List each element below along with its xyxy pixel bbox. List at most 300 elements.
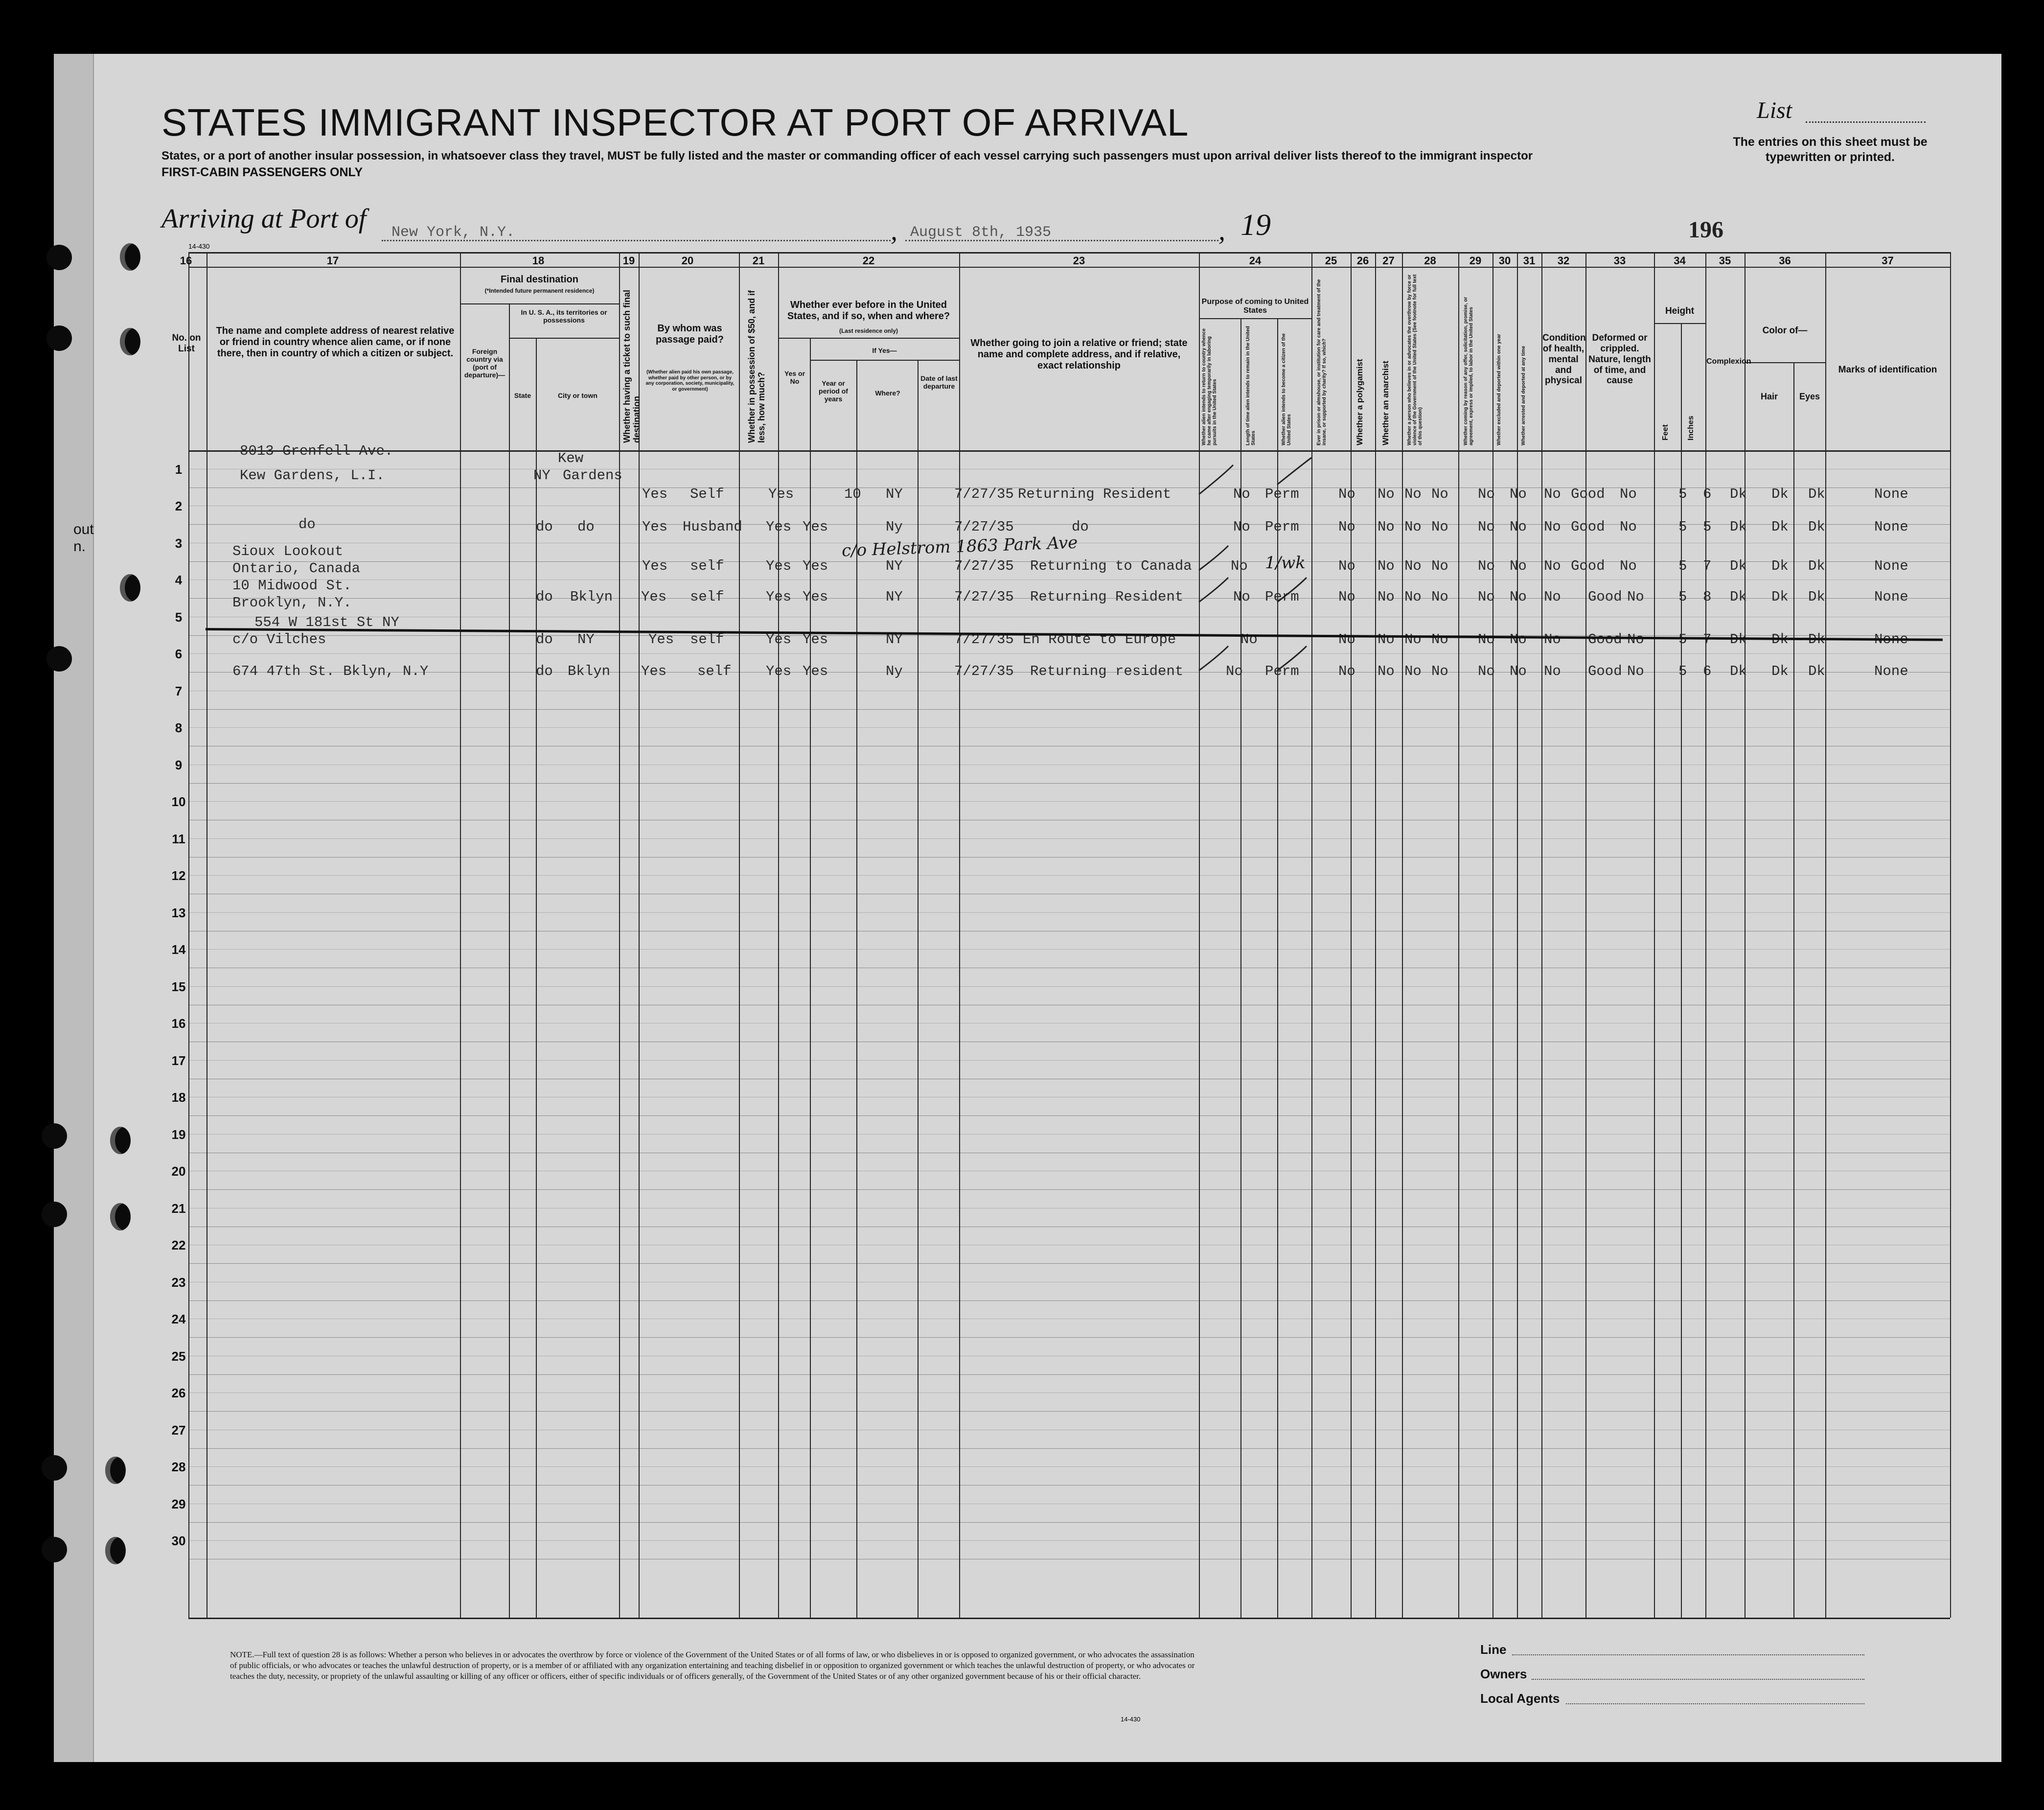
- entry-anarchist: No: [1404, 486, 1422, 502]
- column-number: 28: [1424, 255, 1436, 267]
- header-polygamist: Whether a polygamist: [1355, 359, 1364, 445]
- entry-ever-before: Yes: [803, 519, 828, 535]
- entry-deformed: No: [1620, 486, 1637, 502]
- entry-city: Bklyn: [568, 663, 611, 679]
- header-citizen-intent: Whether alien intends to become a citizen of the United States: [1281, 333, 1292, 445]
- binder-hole: [42, 1537, 67, 1562]
- header-complexion: Complexion: [1706, 357, 1751, 366]
- check-mark: [1199, 646, 1228, 671]
- column-number: 21: [752, 255, 765, 267]
- entry-q29: No: [1478, 519, 1495, 535]
- entry-city: do: [577, 519, 595, 535]
- column-rule: [619, 252, 620, 1618]
- line-label: Line: [1480, 1642, 1507, 1657]
- column-rule: [1654, 252, 1655, 1618]
- header-labor-offer: Whether coming by reason of any offer, solicitation, promise, or agreement, express or implied, to labor in the United States: [1463, 297, 1474, 445]
- entry-q28: No: [1431, 663, 1448, 679]
- entry-join: Returning Resident: [1018, 486, 1171, 502]
- year-prefix: 19: [1240, 209, 1271, 242]
- header-deformed: Deformed or crippled. Nature, length of time, and cause: [1588, 333, 1651, 386]
- entry-q29: No: [1478, 589, 1495, 605]
- entry-inches: 7: [1703, 558, 1712, 574]
- binder-hole: [120, 328, 140, 355]
- column-rule: [1705, 252, 1706, 1618]
- subheader-rule: [1654, 323, 1705, 324]
- entry-complexion: Dk: [1730, 558, 1747, 574]
- entry-address: Sioux Lookout: [232, 543, 344, 559]
- row-number: 29: [171, 1496, 186, 1511]
- footnote-question-28: NOTE.—Full text of question 28 is as follows: Whether a person who believes in or advocates the overthrow by force or violence of the Government of the United States or of all forms of law, or who disbelieves in or is opposed to organized government, or who advocates the assassination of public officials, or who advocates or teaches the unlawful destruction of property, or is a member of or affiliated with any organization entertaining and teaching disbelief in or opposition to organized government or which teaches the unlawful destruction of property, or who advocates or teaches the duty, necessity, or propriety of the unlawful assaulting or killing of any officer or officers, either of specific individuals or of officers generally, of the Government of the United States or of any other organized government because of his or their official character.: [230, 1650, 1195, 1681]
- entry-address: 10 Midwood St.: [232, 578, 352, 594]
- row-number: 24: [171, 1312, 186, 1327]
- entry-marks: None: [1874, 519, 1908, 535]
- header-final-destination-note: (*Intended future permanent residence): [484, 287, 595, 294]
- entry-prison: No: [1338, 519, 1355, 535]
- entry-inches: 6: [1703, 663, 1712, 679]
- form-number-footer: 14-430: [1121, 1716, 1141, 1723]
- entry-feet: 5: [1678, 631, 1687, 648]
- header-if-yes: If Yes—: [872, 347, 897, 354]
- row-number: 14: [171, 942, 186, 957]
- entry-marks: None: [1874, 631, 1908, 648]
- page-number: 196: [1688, 217, 1723, 243]
- table-bottom-rule: [188, 1618, 1950, 1619]
- row-number: 23: [171, 1275, 186, 1290]
- row-number: 9: [175, 757, 183, 772]
- entry-q31: No: [1544, 589, 1561, 605]
- entry-deformed: No: [1627, 663, 1644, 679]
- row-line: [188, 1448, 1950, 1449]
- header-yes-no: Yes or No: [784, 370, 805, 386]
- header-passage-paid: By whom was passage paid?: [656, 323, 724, 345]
- entry-eyes: Dk: [1808, 558, 1825, 574]
- row-number: 8: [175, 720, 183, 736]
- line-field: [1512, 1654, 1864, 1655]
- entry-ticket: Yes: [642, 486, 668, 502]
- entry-fifty: Yes: [766, 519, 792, 535]
- header-excluded-deported: Whether excluded and deported within one year: [1496, 334, 1502, 445]
- entry-eyes: Dk: [1808, 589, 1825, 605]
- column-rule: [1458, 252, 1459, 1618]
- entry-q29: No: [1478, 486, 1495, 502]
- row-subline: [188, 875, 1950, 876]
- header-height: Height: [1665, 306, 1695, 316]
- entry-q28: No: [1431, 558, 1448, 574]
- binder-hole: [42, 1455, 67, 1481]
- entry-ticket: Yes: [642, 558, 668, 574]
- entry-anarchist: No: [1404, 589, 1422, 605]
- entry-join: Returning to Canada: [1030, 558, 1192, 574]
- handwritten-note: c/o Helstrom 1863 Park Ave: [841, 533, 1078, 561]
- entry-q29: No: [1478, 663, 1495, 679]
- column-number: 27: [1382, 255, 1395, 267]
- entry-fifty: Yes: [766, 631, 792, 648]
- entry-join: Returning resident: [1030, 663, 1184, 679]
- entry-address: c/o Vilches: [232, 631, 326, 648]
- row-line: [188, 1374, 1950, 1375]
- entry-complexion: Dk: [1730, 519, 1747, 535]
- local-agents-field: [1566, 1703, 1864, 1704]
- binder-hole: [42, 1123, 67, 1149]
- entry-years: 10: [844, 486, 861, 502]
- binder-hole: [110, 1203, 131, 1230]
- column-number: 30: [1498, 255, 1511, 267]
- column-number: 35: [1719, 255, 1731, 267]
- entry-fifty: Yes: [766, 558, 792, 574]
- row-number: 11: [172, 831, 185, 846]
- entry-length: Perm: [1265, 519, 1299, 535]
- entry-where: NY: [886, 558, 903, 574]
- column-rule: [739, 252, 740, 1618]
- entry-q31: No: [1544, 663, 1561, 679]
- binder-hole: [46, 245, 72, 270]
- entry-purpose: No: [1233, 519, 1250, 535]
- column-rule: [1681, 323, 1682, 1618]
- entry-address: Brooklyn, N.Y.: [232, 595, 352, 611]
- column-number: 20: [681, 255, 694, 267]
- entry-address: 554 W 181st St NY: [254, 614, 399, 630]
- header-marks: Marks of identification: [1838, 365, 1937, 375]
- row-subline: [188, 986, 1950, 987]
- header-health: Condition of health, mental and physical: [1542, 333, 1586, 386]
- entry-q30: No: [1510, 558, 1527, 574]
- header-purpose: Purpose of coming to United States: [1201, 298, 1309, 315]
- row-number: 20: [171, 1164, 186, 1179]
- row-subline: [188, 801, 1950, 802]
- row-number: 10: [171, 794, 186, 810]
- entry-prison: No: [1338, 486, 1355, 502]
- entry-health: Good: [1571, 519, 1605, 535]
- entry-complexion: Dk: [1730, 486, 1747, 502]
- check-mark: [1277, 646, 1307, 671]
- row-number: 18: [171, 1090, 186, 1105]
- entry-marks: None: [1874, 558, 1908, 574]
- entry-q31: No: [1544, 486, 1561, 502]
- column-number: 31: [1523, 255, 1536, 267]
- page-subtitle: States, or a port of another insular possession, in whatsoever class they travel, MUST be fully listed and the master or commanding officer of each vessel carrying such passengers must upon arrival deliver lists thereof to the immigrant inspector: [161, 149, 1533, 162]
- entry-prison: No: [1338, 663, 1355, 679]
- entry-city: Kew: [558, 450, 584, 466]
- entry-where: NY: [886, 631, 903, 648]
- column-number: 26: [1356, 255, 1369, 267]
- entry-marks: None: [1874, 663, 1908, 679]
- entry-state: do: [536, 589, 553, 605]
- binder-hole: [110, 1127, 131, 1154]
- subheader-rule: [810, 360, 959, 361]
- entry-address: do: [299, 516, 316, 533]
- separator: ,: [1218, 216, 1225, 246]
- entry-purpose: No: [1231, 558, 1248, 574]
- entry-fifty: Yes: [768, 486, 794, 502]
- entry-city: Bklyn: [570, 589, 613, 605]
- arriving-label: Arriving at Port of: [161, 204, 367, 234]
- header-feet: Feet: [1661, 424, 1670, 441]
- entry-q29: No: [1478, 631, 1495, 648]
- header-foreign-country: Foreign country via (port of departure)—: [464, 348, 505, 379]
- column-rule: [1351, 252, 1352, 1618]
- entry-passage: self: [690, 558, 724, 574]
- row-line: [188, 857, 1950, 858]
- header-passage-paid-note: (Whether alien paid his own passage, whether paid by other person, or by any corporation, society, municipality, or government): [645, 370, 735, 392]
- separator: ,: [891, 216, 897, 246]
- manifest-sheet: [54, 54, 2001, 1762]
- entry-health: Good: [1571, 486, 1605, 502]
- entry-polygamist: No: [1378, 486, 1395, 502]
- entry-polygamist: No: [1378, 519, 1395, 535]
- row-subline: [188, 1466, 1950, 1467]
- entry-state: do: [536, 663, 553, 679]
- subheader-rule: [778, 338, 959, 339]
- local-agents-label: Local Agents: [1480, 1691, 1560, 1706]
- entry-health: Good: [1588, 663, 1622, 679]
- entry-where: Ny: [886, 663, 903, 679]
- header-date-last-departure: Date of last departure: [920, 374, 958, 391]
- column-number: 37: [1882, 255, 1894, 267]
- column-number: 36: [1779, 255, 1791, 267]
- column-rule: [1375, 252, 1376, 1618]
- column-rule: [1517, 252, 1518, 1618]
- entry-anarchist: No: [1404, 663, 1422, 679]
- passenger-class-label: FIRST-CABIN PASSENGERS ONLY: [161, 165, 363, 179]
- check-mark: [1277, 578, 1307, 602]
- row-number: 5: [175, 609, 183, 625]
- entry-q31: No: [1544, 631, 1561, 648]
- entry-city: NY: [577, 631, 595, 648]
- entry-hair: Dk: [1771, 558, 1789, 574]
- column-rule: [1793, 362, 1794, 1618]
- row-subline: [188, 727, 1950, 728]
- entry-marks: None: [1874, 589, 1908, 605]
- header-last-residence: (Last residence only): [839, 327, 898, 334]
- header-overthrow-question: Whether a person who believes in or advocates the overthrow by force or violence of the Government of the United States (See footnote for full text of this question): [1407, 274, 1423, 445]
- row-subline: [188, 1134, 1950, 1135]
- entry-where: NY: [886, 589, 903, 605]
- entry-join: do: [1072, 519, 1089, 535]
- row-number: 4: [175, 573, 183, 588]
- row-line: [188, 1337, 1950, 1338]
- binder-hole: [105, 1537, 126, 1564]
- column-number: 34: [1674, 255, 1686, 267]
- row-subline: [188, 1060, 1950, 1061]
- entry-eyes: Dk: [1808, 519, 1825, 535]
- entry-eyes: Dk: [1808, 663, 1825, 679]
- column-rule: [509, 303, 510, 1618]
- header-arrested-deported: Whether arrested and deported at any time: [1521, 346, 1526, 445]
- column-rule: [959, 252, 960, 1618]
- row-number: 2: [175, 499, 183, 514]
- entry-health: Good: [1588, 631, 1622, 648]
- row-line: [188, 1263, 1950, 1264]
- entry-length: Perm: [1265, 589, 1299, 605]
- check-mark: [1277, 458, 1311, 485]
- entry-q29: No: [1478, 558, 1495, 574]
- entry-q28: No: [1431, 631, 1448, 648]
- column-number: 32: [1557, 255, 1570, 267]
- column-rule: [1585, 252, 1586, 1618]
- entry-complexion: Dk: [1730, 589, 1747, 605]
- row-subline: [188, 912, 1950, 913]
- entry-eyes: Dk: [1808, 486, 1825, 502]
- row-subline: [188, 949, 1950, 950]
- page-fold: [54, 54, 94, 1762]
- entry-departure: 7/27/35: [954, 589, 1014, 605]
- row-number: 16: [171, 1016, 186, 1031]
- row-number: 22: [171, 1238, 186, 1253]
- entry-inches: 6: [1703, 486, 1712, 502]
- header-state: State: [514, 392, 531, 399]
- owners-field: [1532, 1679, 1864, 1680]
- header-inches: Inches: [1687, 416, 1695, 441]
- entry-polygamist: No: [1378, 631, 1395, 648]
- entry-anarchist: No: [1404, 519, 1422, 535]
- entry-q31: No: [1544, 558, 1561, 574]
- form-number: 14-430: [188, 242, 210, 250]
- entry-prison: No: [1338, 631, 1355, 648]
- entry-q30: No: [1510, 519, 1527, 535]
- entry-ever-before: Yes: [803, 631, 828, 648]
- row-number: 3: [175, 535, 183, 551]
- row-number: 15: [171, 979, 186, 994]
- column-number: 17: [326, 255, 339, 267]
- arrival-date: August 8th, 1935: [910, 224, 1052, 241]
- header-bottom-rule: [188, 450, 1950, 452]
- row-line: [188, 1115, 1950, 1116]
- entry-passage: Self: [690, 486, 724, 502]
- entry-join: Returning Resident: [1030, 589, 1184, 605]
- entry-departure: 7/27/35: [954, 486, 1014, 502]
- column-rule: [1402, 252, 1403, 1618]
- column-rule: [460, 252, 461, 1618]
- header-city-or-town: City or town: [558, 392, 597, 399]
- entry-health: Good: [1571, 558, 1605, 574]
- header-where: Where?: [875, 389, 900, 397]
- subheader-rule: [1199, 318, 1311, 319]
- entry-length: Perm: [1265, 486, 1299, 502]
- entry-q31: No: [1544, 519, 1561, 535]
- port-value: New York, N.Y.: [391, 224, 515, 241]
- entry-q28: No: [1431, 519, 1448, 535]
- entry-departure: 7/27/35: [954, 519, 1014, 535]
- entry-join: En Route to Europe: [1023, 631, 1176, 648]
- row-number: 7: [175, 683, 183, 698]
- row-number: 13: [171, 905, 186, 920]
- entry-hair: Dk: [1771, 519, 1789, 535]
- entry-ever-before: Yes: [803, 558, 828, 574]
- entry-q28: No: [1431, 589, 1448, 605]
- header-return-intent: Whether alien intends to return to country whence he came after engaging temporarily in laboring pursuits in the United States: [1201, 328, 1217, 445]
- header-prison-almshouse: Ever in prison or almshouse, or institution for care and treatment of the insane, or supported by charity? If so, which?: [1316, 279, 1327, 445]
- typewritten-instructions: The entries on this sheet must be typewritten or printed.: [1733, 135, 1928, 164]
- entry-address: Kew Gardens, L.I.: [240, 467, 385, 484]
- entry-address: 674 47th St. Bklyn, N.Y: [232, 663, 429, 679]
- entry-feet: 5: [1678, 663, 1687, 679]
- check-marks: [1194, 455, 1331, 690]
- entry-departure: 7/27/35: [954, 631, 1014, 648]
- column-number: 25: [1325, 255, 1337, 267]
- entry-q28: No: [1431, 486, 1448, 502]
- row-number: 19: [171, 1127, 186, 1142]
- row-number: 6: [175, 647, 183, 662]
- entry-passage: Husband: [683, 519, 742, 535]
- entry-ticket: Yes: [641, 589, 667, 605]
- entry-q30: No: [1510, 589, 1527, 605]
- column-rule: [1541, 252, 1542, 1618]
- entry-length: 1/wk: [1265, 553, 1306, 573]
- entry-feet: 5: [1678, 486, 1687, 502]
- header-anarchist: Whether an anarchist: [1381, 361, 1390, 445]
- row-subline: [188, 1392, 1950, 1393]
- subheader-rule: [1745, 362, 1825, 363]
- entry-passage: self: [697, 663, 732, 679]
- entry-deformed: No: [1620, 558, 1637, 574]
- subheader-rule: [460, 303, 619, 304]
- column-rule: [1825, 252, 1826, 1618]
- entry-hair: Dk: [1771, 486, 1789, 502]
- entry-polygamist: No: [1378, 589, 1395, 605]
- row-line: [188, 709, 1950, 710]
- entry-hair: Dk: [1771, 663, 1789, 679]
- entry-q30: No: [1510, 486, 1527, 502]
- entry-state: do: [536, 519, 553, 535]
- header-ticket: Whether having a ticket to such final destination: [622, 289, 642, 443]
- entry-complexion: Dk: [1730, 663, 1747, 679]
- entry-fifty: Yes: [766, 589, 792, 605]
- row-subline: [188, 1540, 1950, 1541]
- row-subline: [188, 653, 1950, 654]
- header-period-of-years: Year or period of years: [819, 379, 848, 403]
- row-number: 30: [171, 1533, 186, 1549]
- entry-state: NY: [533, 467, 551, 484]
- row-number: 12: [171, 868, 186, 883]
- entry-marks: None: [1874, 486, 1908, 502]
- header-hair: Hair: [1760, 392, 1778, 401]
- entry-purpose: No: [1226, 663, 1243, 679]
- check-mark: [1199, 546, 1228, 570]
- row-number: 26: [171, 1386, 186, 1401]
- entry-inches: 8: [1703, 589, 1712, 605]
- entry-deformed: No: [1620, 519, 1637, 535]
- entry-passage: self: [690, 589, 724, 605]
- check-mark: [1199, 465, 1233, 494]
- entry-purpose: No: [1233, 486, 1250, 502]
- list-field-line: [1806, 121, 1926, 123]
- column-number: 22: [862, 255, 875, 267]
- binder-hole: [42, 1202, 67, 1227]
- check-mark: [1199, 578, 1228, 602]
- entry-polygamist: No: [1378, 663, 1395, 679]
- column-number: 24: [1249, 255, 1262, 267]
- entry-ever-before: Yes: [803, 663, 828, 679]
- header-color-of: Color of—: [1762, 325, 1808, 336]
- entry-ticket: Yes: [648, 631, 674, 648]
- column-number: 18: [532, 255, 545, 267]
- row-number: 27: [171, 1422, 186, 1438]
- header-fifty-dollars: Whether in possession of $50, and if less, how much?: [747, 290, 766, 443]
- header-no-on-list: No. on List: [172, 333, 201, 354]
- entry-feet: 5: [1678, 589, 1687, 605]
- column-rule: [639, 252, 640, 1618]
- row-line: [188, 783, 1950, 784]
- entry-inches: 5: [1703, 519, 1712, 535]
- entry-where: NY: [886, 486, 903, 502]
- entry-complexion: Dk: [1730, 631, 1747, 648]
- column-number: 19: [622, 255, 635, 267]
- row-number: 17: [171, 1053, 186, 1068]
- row-line: [188, 1300, 1950, 1301]
- header-ever-before-in-us: Whether ever before in the United States, and if so, when and where?: [787, 300, 950, 322]
- header-nearest-relative: The name and complete address of nearest relative or friend in country whence alien came, or if none there, then in country of which a citizen or subject.: [216, 325, 455, 359]
- entry-ticket: Yes: [642, 519, 668, 535]
